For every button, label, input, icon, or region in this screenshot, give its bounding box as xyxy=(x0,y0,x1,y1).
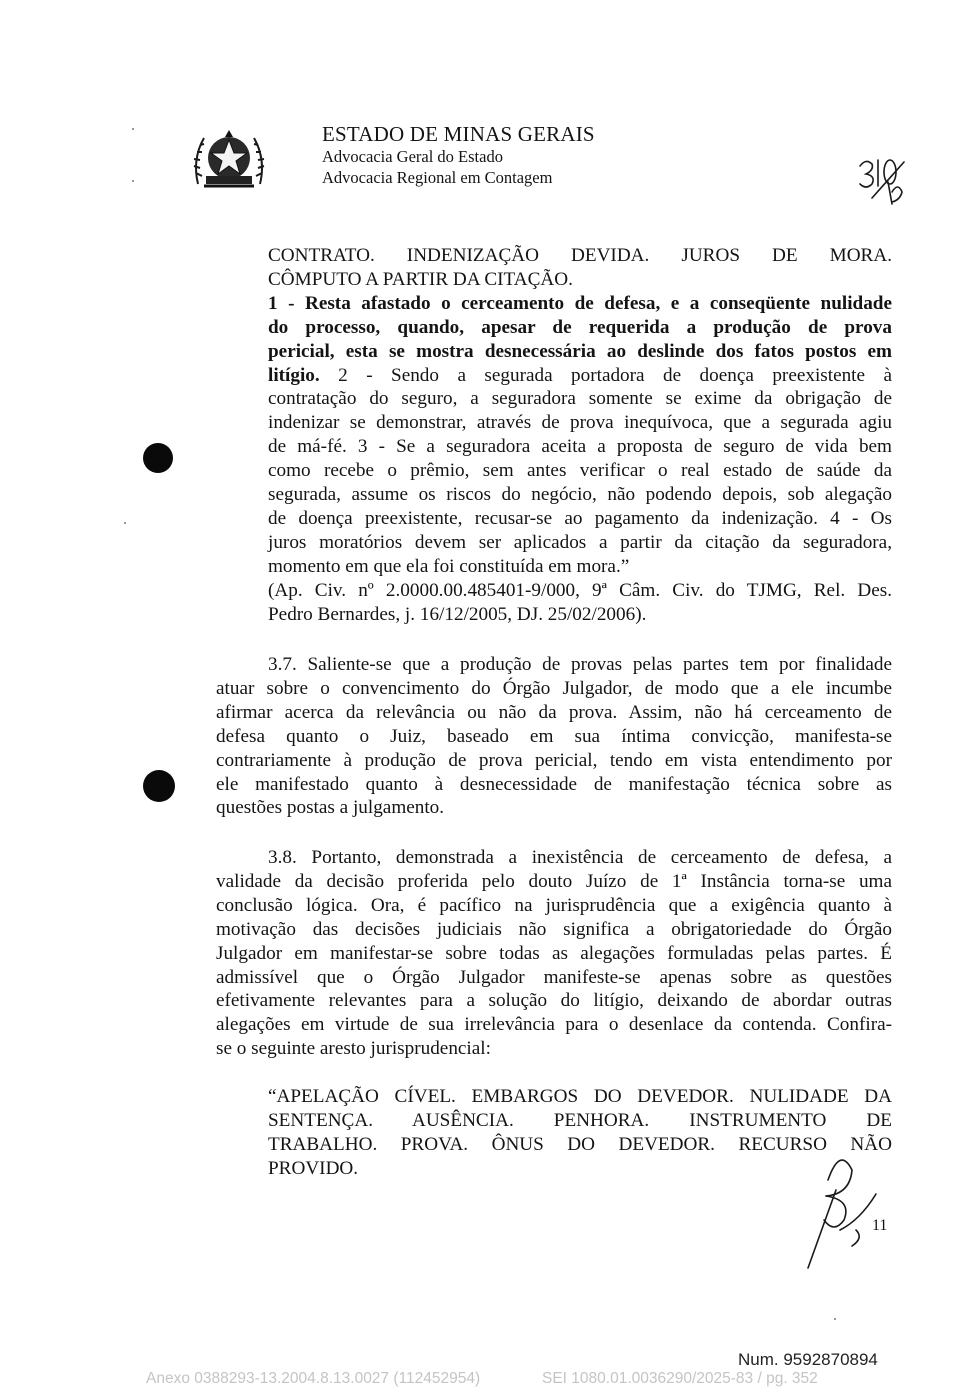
paragraph-line: 3.7. Saliente-se que a produção de provas pelas partes tem por finalidade xyxy=(268,654,892,675)
quote-mixed-line xyxy=(268,364,892,388)
quote-line: “APELAÇÃO CÍVEL. EMBARGOS DO DEVEDOR. NULIDADE DA xyxy=(268,1086,892,1107)
paragraph-line: defesa quanto o Juiz, baseado em sua íntima convicção, manifesta-se xyxy=(216,725,892,747)
footer-sei: SEI 1080.01.0036290/2025-83 / pg. 352 xyxy=(542,1370,818,1387)
quote-line: como recebe o prêmio, sem antes verificar o real estado de saúde da xyxy=(268,460,892,482)
paragraph-line: contrariamente à produção de prova pericial, tendo em vista entendimento por xyxy=(216,749,892,771)
paragraph-3-8 xyxy=(216,846,892,1061)
quote-line: juros moratórios devem ser aplicados a partir da citação da seguradora, xyxy=(268,531,892,553)
quote-bold-line: do processo, quando, apesar de requerida a produção de prova xyxy=(268,316,892,338)
letterhead xyxy=(322,122,595,188)
document-id-stamp: Num. 9592870894 xyxy=(738,1350,878,1369)
quote-line: contratação do seguro, a seguradora somente se exime da obrigação de xyxy=(268,388,892,410)
paragraph-line: Julgador em manifestar-se sobre todas as alegações formuladas pelas partes. É xyxy=(216,942,892,964)
paragraph-line: se o seguinte aresto jurisprudencial: xyxy=(216,1038,491,1060)
quote-line: de doença preexistente, recusar-se ao pagamento da indenização. 4 - Os xyxy=(268,507,892,529)
paragraph-line: alegações em virtude de sua irrelevância para o desenlace da contenda. Confira- xyxy=(216,1014,892,1036)
quote-bold-line: pericial, esta se mostra desnecessária ao deslinde dos fatos postos em xyxy=(268,340,892,362)
paragraph-line: conclusão lógica. Ora, é pacífico na jurisprudência que a exigência quanto à xyxy=(216,894,892,916)
citation-line: Pedro Bernardes, j. 16/12/2005, DJ. 25/02/2006). xyxy=(268,603,647,625)
quote-line: TRABALHO. PROVA. ÔNUS DO DEVEDOR. RECURSO NÃO xyxy=(268,1133,892,1155)
agency-name: Advocacia Geral do Estado xyxy=(322,147,503,166)
paragraph-line: efetivamente relevantes para a solução do litígio, deixando de abordar outras xyxy=(216,990,892,1012)
paragraph-line: questões postas a julgamento. xyxy=(216,797,445,819)
coat-of-arms-icon xyxy=(190,124,268,194)
paragraph-line: ele manifestado quanto à desnecessidade de manifestação técnica sobre as xyxy=(216,773,892,795)
quote-line: CONTRATO. INDENIZAÇÃO DEVIDA. JUROS DE MORA. xyxy=(268,245,892,266)
punch-hole xyxy=(143,443,173,473)
quoted-ementa-1 xyxy=(268,244,892,627)
punch-hole xyxy=(143,770,175,802)
quote-text: 2 - Sendo a segurada portadora de doença preexistente à xyxy=(319,364,892,386)
quote-line: PROVIDO. xyxy=(268,1157,359,1179)
footer-annex: Anexo 0388293-13.2004.8.13.0027 (112452954) xyxy=(146,1370,481,1387)
scan-speck xyxy=(834,1318,836,1320)
page-number: 11 xyxy=(872,1217,888,1234)
paragraph-line: validade da decisão proferida pelo douto Juízo de 1ª Instância torna-se uma xyxy=(216,870,892,892)
paragraph-line: motivação das decisões judiciais não significa a obrigatoriedade do Órgão xyxy=(216,918,892,940)
paragraph-line: admissível que o Órgão Julgador manifeste-se apenas sobre as questões xyxy=(216,966,892,988)
citation-line: (Ap. Civ. nº 2.0000.00.485401-9/000, 9ª Câm. Civ. do TJMG, Rel. Des. xyxy=(268,579,892,601)
quote-line: CÔMPUTO A PARTIR DA CITAÇÃO. xyxy=(268,268,573,290)
paragraph-3-7 xyxy=(216,653,892,820)
quote-line: SENTENÇA. AUSÊNCIA. PENHORA. INSTRUMENTO DE xyxy=(268,1109,892,1131)
scan-speck xyxy=(132,128,134,130)
quote-bold-line: 1 - Resta afastado o cerceamento de defesa, e a conseqüente nulidade xyxy=(268,292,892,314)
handwritten-rubric xyxy=(800,1150,890,1270)
quote-line: segurada, assume os riscos do negócio, não podendo depois, sob alegação xyxy=(268,484,892,506)
quote-line: indenizar se demonstrar, através de prova inequívoca, que a segurada agiu xyxy=(268,412,892,434)
paragraph-line: 3.8. Portanto, demonstrada a inexistência de cerceamento de defesa, a xyxy=(268,847,892,868)
quote-line: momento em que ela foi constituída em mora.” xyxy=(268,555,630,577)
quote-bold-word: litígio. xyxy=(268,364,320,386)
paragraph-line: atuar sobre o convencimento do Órgão Julgador, de modo que a ele incumbe xyxy=(216,677,892,699)
regional-office: Advocacia Regional em Contagem xyxy=(322,168,553,187)
state-title: ESTADO DE MINAS GERAIS xyxy=(322,122,595,146)
handwritten-folio-mark xyxy=(852,152,912,210)
quoted-ementa-2 xyxy=(268,1085,892,1181)
paragraph-line: afirmar acerca da relevância ou não da prova. Assim, não há cerceamento de xyxy=(216,701,892,723)
scan-speck xyxy=(132,180,134,182)
quote-line: de má-fé. 3 - Se a seguradora aceita a proposta de seguro de vida bem xyxy=(268,436,892,458)
scan-speck xyxy=(124,522,126,524)
